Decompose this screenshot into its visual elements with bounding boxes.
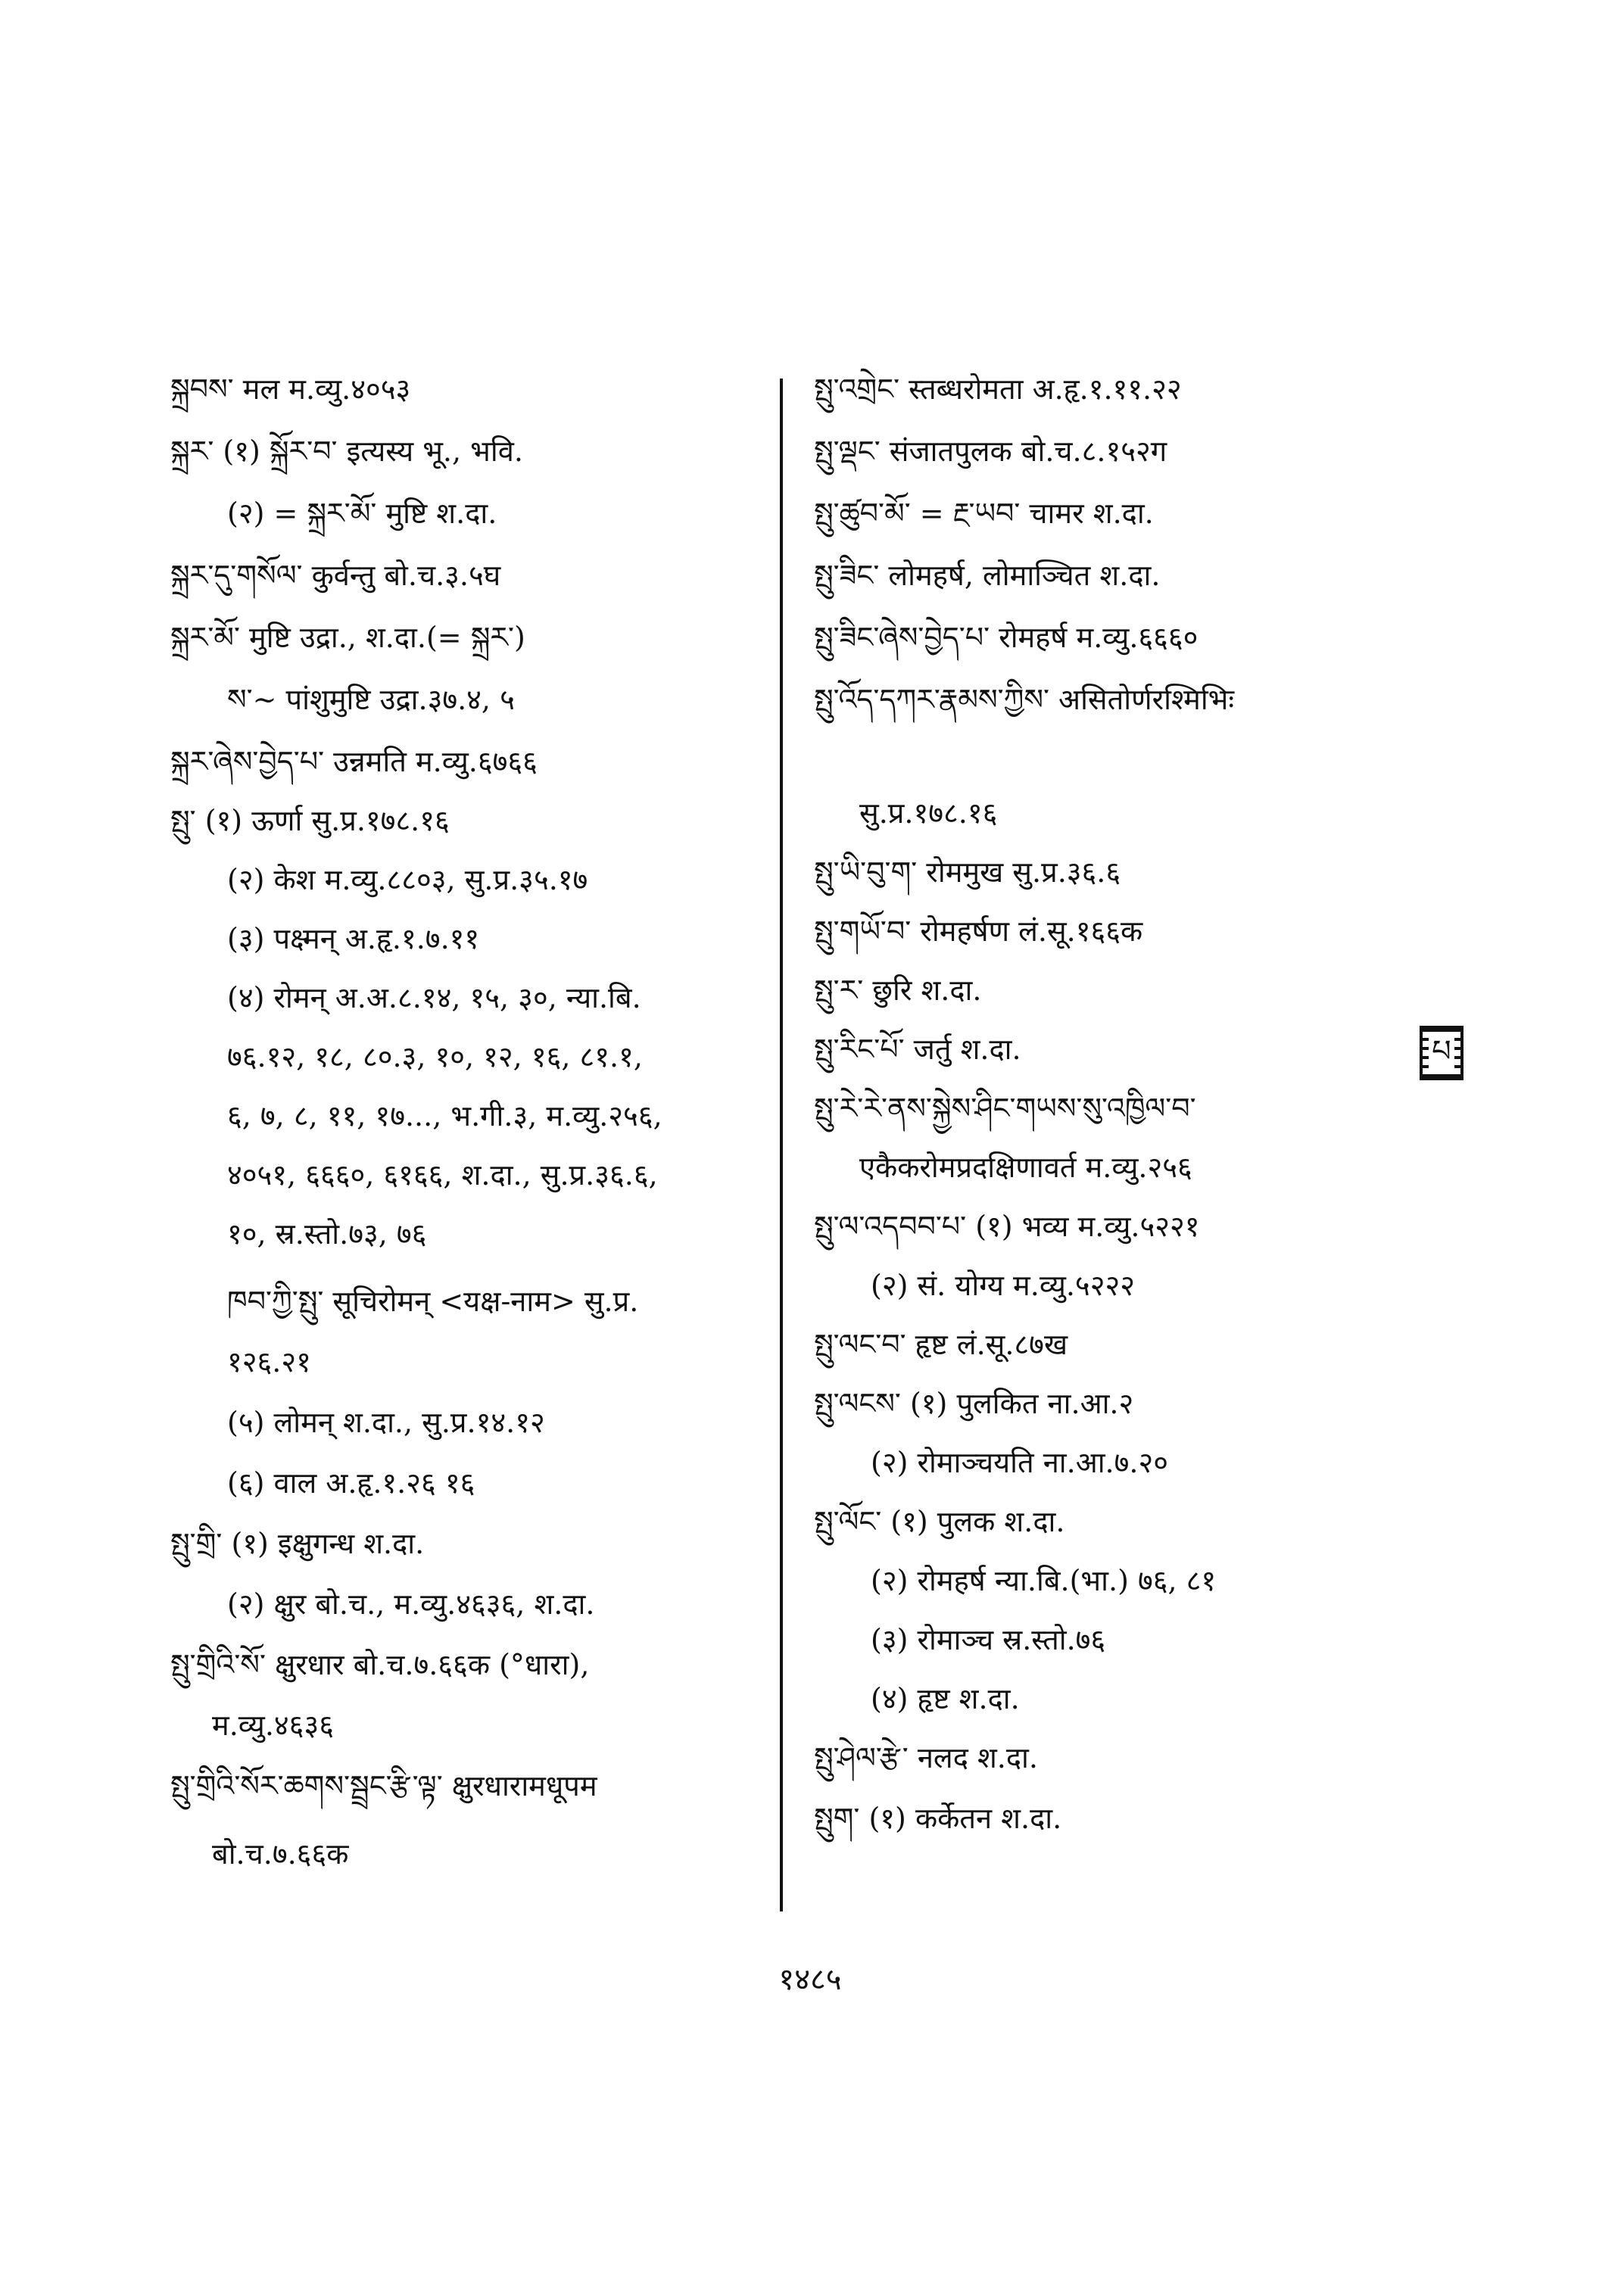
entry-line: (४) हृष्ट श.दा. — [871, 1682, 1020, 1715]
entry-line: (२) केश म.व्यु.८८०३, सु.प्र.३५.१७ — [227, 863, 588, 896]
entry-line: སྤུ་འགྲེང་ स्तब्धरोमता अ.हृ.१.११.२२ — [814, 372, 1182, 406]
entry-line: སྤུ་གྲིའི་སོར་ཆགས་སྦྲང་རྩི་ལྟ་ क्षुरधारामधूपम — [170, 1769, 597, 1802]
entry-line: སྤུ་ལ་འདབབ་པ་ (१) भव्य म.व्यु.५२२१ — [814, 1210, 1200, 1243]
entry-line: སྤུ་ཤེལ་རྩེ་ नलद श.दा. — [814, 1741, 1038, 1774]
entry-line: སྤུ་གྲི་ (१) इक्षुगन्ध श.दा. — [170, 1527, 425, 1560]
entry-line: ས་~ पांशुमुष्टि उद्रा.३७.४, ५ — [227, 683, 515, 716]
entry-line: १०, स्र.स्तो.७३, ७६ — [227, 1217, 427, 1251]
entry-line: སྤུ་ཟིང་ लोमहर्ष, लोमाञ्चित श.दा. — [814, 559, 1161, 592]
entry-line: སྤུ་འོད་དཀར་རྣམས་ཀྱིས་ असितोर्णरश्मिभिः — [814, 683, 1235, 716]
entry-line: बो.च.७.६६क — [212, 1837, 349, 1871]
entry-line: སྐྲར་ (१) སྐྲོར་བ་ इत्यस्य भू., भवि. — [170, 435, 523, 468]
entry-line: ཁབ་ཀྱི་སྤུ་ सूचिरोमन् <यक्ष-नाम> सु.प्र. — [227, 1285, 639, 1318]
entry-line: ७६.१२, १८, ८०.३, १०, १२, १६, ८१.१, — [227, 1040, 643, 1073]
entry-line: (३) पक्ष्मन् अ.हृ.१.७.११ — [227, 922, 480, 955]
entry-line: སྤུ་ལྡང་ संजातपुलक बो.च.८.१५२ग — [814, 435, 1167, 468]
entry-line: सु.प्र.१७८.१६ — [859, 796, 998, 830]
entry-line: १२६.२१ — [227, 1345, 311, 1379]
entry-line: (२) क्षुर बो.च., म.व्यु.४६३६, श.दा. — [227, 1587, 595, 1621]
entry-line: སྤུ་རིང་པོ་ जर्तु श.दा. — [814, 1033, 1021, 1066]
entry-line: म.व्यु.४६३६ — [212, 1709, 334, 1742]
entry-line: (२) = སྐྲར་མོ་ मुष्टि श.दा. — [227, 497, 497, 530]
entry-line: སྤུ་ར་ छुरि श.दा. — [814, 974, 982, 1007]
entry-line: སྤུ་ (१) ऊर्णा सु.प्र.१७८.१६ — [170, 804, 450, 837]
entry-line: སྤུ་ལོང་ (१) पुलक श.दा. — [814, 1505, 1065, 1538]
entry-line: (२) सं. योग्य म.व्यु.५२२२ — [871, 1269, 1135, 1302]
margin-section-letter — [1420, 1026, 1463, 1080]
entry-line: སྐྲར་ཞེས་བྱེད་པ་ उन्नमति म.व्यु.६७६६ — [170, 745, 538, 778]
margin-letter-text: པ — [1429, 1034, 1454, 1069]
entry-line: སྤུ་ལང་བ་ हृष्ट लं.सू.८७ख — [814, 1328, 1068, 1361]
entry-line: (५) लोमन् श.दा., सु.प्र.१४.१२ — [227, 1406, 545, 1439]
column-divider — [780, 379, 783, 1911]
page-number: १४८५ — [778, 1962, 842, 1997]
entry-line: སྤུ་གྲིའི་སོ་ क्षुरधार बो.च.७.६६क (°धारा), — [170, 1648, 590, 1681]
entry-line: སྤུ་ལངས་ (१) पुलकित ना.आ.२ — [814, 1387, 1134, 1420]
entry-line: སྤུ་ཟིང་ཞེས་བྱེད་པ་ रोमहर्ष म.व्यु.६६६० — [814, 621, 1199, 654]
entry-line: སྤུ་ཡི་བུ་ག་ रोममुख सु.प्र.३६.६ — [814, 855, 1121, 889]
entry-line: སྤུ་རེ་རེ་ནས་སྐྱེས་ཤིང་གཡས་སུ་འཁྱིལ་བ་ — [814, 1092, 1196, 1125]
entry-line: ४०५१, ६६६०, ६१६६, श.दा., सु.प्र.३६.६, — [227, 1158, 658, 1192]
entry-line: ६, ७, ८, ११, १७..., भ.गी.३, म.व्यु.२५६, — [227, 1099, 662, 1132]
entry-line: སྤུག་ (१) कर्केतन श.दा. — [814, 1802, 1062, 1835]
entry-line: སྐྲར་དུ་གསོལ་ कुर्वन्तु बो.च.३.५घ — [170, 559, 501, 592]
entry-line: (२) रोमाञ्चयति ना.आ.७.२० — [871, 1446, 1168, 1479]
entry-line: (३) रोमाञ्च स्र.स्तो.७६ — [871, 1623, 1106, 1656]
entry-line: एकैकरोमप्रदक्षिणावर्त म.व्यु.२५६ — [859, 1151, 1192, 1184]
entry-line: (६) वाल अ.हृ.१.२६ १६ — [227, 1466, 475, 1500]
entry-line: (२) रोमहर्ष न्या.बि.(भा.) ७६, ८१ — [871, 1564, 1217, 1597]
entry-line: སྤུ་གཡོ་བ་ रोमहर्षण लं.सू.१६६क — [814, 914, 1143, 948]
entry-line: (४) रोमन् अ.अ.८.१४, १५, ३०, न्या.बि. — [227, 981, 641, 1014]
entry-line: སྤུ་ཚུབ་མོ་ = རྔ་ཡབ་ चामर श.दा. — [814, 497, 1154, 530]
entry-line: སྐྲར་མོ་ मुष्टि उद्रा., श.दा.(= སྐྲར་) — [170, 621, 525, 654]
entry-line: སྐྲབས་ मल म.व्यु.४०५३ — [170, 372, 411, 406]
